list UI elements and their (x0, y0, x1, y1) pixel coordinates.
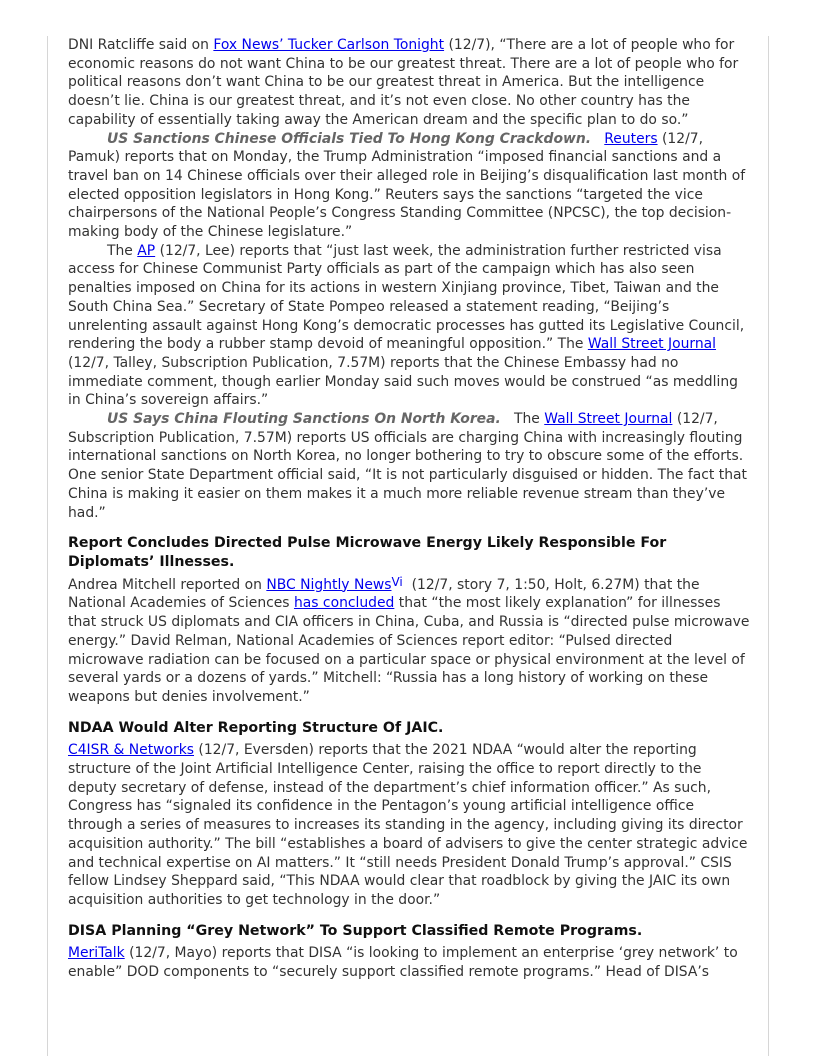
left-border (47, 36, 48, 1056)
text-run: The (107, 242, 138, 259)
article-headline (68, 719, 752, 738)
source-link[interactable]: NBC Nightly News (266, 576, 392, 593)
text-run: (12/7, Eversden) reports that the 2021 NDAA “would alter the reporting structure of the Joint Artificial Intelligence Center, raising the office to report directly to the deputy secretary of defense, instead of the department’s chief information officer.” As such, Congress has “signaled its confidence in the Pentagon’s young artificial intelligence office through a series of measures to increases its standing in the agency, including giving its director acquisition authority.” The bill “establishes a board of advisers to give the center strategic advice and technical expertise on AI matters.” It “still needs President Donald Trump’s approval.” CSIS fellow Lindsey Sheppard said, “This NDAA would clear that roadblock by giving the JAIC its own acquisition authorities to get technology in the door.” (68, 742, 748, 908)
text-run: DISA Planning “Grey Network” To Support Classified Remote Programs. (68, 922, 643, 939)
article-paragraph (68, 410, 752, 522)
source-link[interactable]: Wall Street Journal (544, 411, 673, 428)
text-run: (12/7), “There are a lot of people who for economic reasons do not want China to be our greatest threat. There are a lot of people who for political reasons don’t want China to be our greatest threat in America. But the intelligence doesn’t lie. China is our greatest threat, and it’s not even close. No other country has the capability of essentially taking away the American dream and the specific plan to do so.” (68, 37, 739, 128)
source-link[interactable]: AP (137, 242, 156, 259)
article-paragraph (68, 576, 752, 707)
inline-headline: US Says China Flouting Sanctions On North Korea. (107, 411, 501, 428)
text-run: (12/7, Subscription Publication, 7.57M) reports US officials are charging China with increasingly flouting international sanctions on North Korea, no longer bothering to try to obscure some of the efforts. One senior State Department official said, “It is not particularly disguised or hidden. The fact that China is making it easier on them makes it a much more reliable revenue stream than they’ve had.” (68, 411, 747, 521)
document-body (68, 36, 752, 982)
text-run: NDAA Would Alter Reporting Structure Of JAIC. (68, 719, 444, 736)
source-link[interactable]: Reuters (604, 130, 658, 147)
text-run: (12/7, Mayo) reports that DISA “is looking to implement an enterprise ‘grey network’ to enable” DOD components to “securely support classified remote programs.” Head of DISA’s (68, 945, 738, 981)
text-run: (12/7, Lee) reports that “just last week, the administration further restricted visa access for Chinese Communist Party officials as part of the campaign which has also seen penalties imposed on China for its actions in western Xinjiang province, Tibet, Taiwan and the South China Sea.” Secretary of State Pompeo released a statement reading, “Beijing’s unrelenting assault against Hong Kong’s democratic processes has gutted its Legislative Council, rendering the body a rubber stamp devoid of meaningful opposition.” The (68, 242, 745, 353)
text-run: (12/7, story 7, 1:50, Holt, 6.27M) that the National Academies of Sciences (68, 576, 704, 612)
article-paragraph (68, 242, 752, 410)
text-run: DNI Ratcliffe said on (68, 37, 214, 53)
text-run: that “the most likely explanation” for illnesses that struck US diplomats and CIA officers in China, Cuba, and Russia is “directed pulse microwave energy.” David Relman, National Academies of Sciences report editor: “Pulsed directed microwave radiation can be focused on a particular space or physical environment at the level of several yards or a dozens of yards.” Mitchell: “Russia has a long history of working on these weapons but denies involvement.” (68, 595, 750, 705)
text-run: The (500, 411, 545, 428)
text-run: Report Concludes Directed Pulse Microwave Energy Likely Responsible For Diplomats’ Illnesses. (68, 535, 667, 570)
text-run: (12/7, Talley, Subscription Publication, 7.57M) reports that the Chinese Embassy had no immediate comment, though earlier Monday said such moves would be construed “as meddling in China’s sovereign affairs.” (68, 354, 738, 409)
source-link[interactable]: C4ISR & Networks (68, 742, 194, 759)
text-run (591, 131, 604, 147)
inline-headline: US Sanctions Chinese Officials Tied To Hong Kong Crackdown. (107, 130, 592, 147)
article-headline (68, 534, 752, 571)
video-marker: Vi (391, 574, 403, 589)
source-link[interactable]: Fox News’ Tucker Carlson Tonight (213, 37, 445, 53)
right-border (768, 36, 769, 1056)
article-paragraph (68, 36, 752, 130)
source-link[interactable]: MeriTalk (68, 945, 125, 962)
source-link[interactable]: Wall Street Journal (587, 336, 717, 353)
article-headline (68, 922, 752, 941)
article-paragraph (68, 741, 752, 909)
article-paragraph (68, 944, 752, 981)
text-run: Andrea Mitchell reported on (68, 576, 267, 593)
text-run: (12/7, Pamuk) reports that on Monday, the Trump Administration “imposed financial sanctions and a travel ban on 14 Chinese officials over their alleged role in Beijing’s disqualification last month of elected opposition legislators in Hong Kong.” Reuters says the sanctions “targeted the vice chairpersons of the National People’s Congress Standing Committee (NPCSC), the top decision-making body of the Chinese legislature.” (68, 130, 746, 241)
source-link[interactable]: has concluded (293, 595, 395, 612)
article-paragraph (68, 130, 752, 242)
